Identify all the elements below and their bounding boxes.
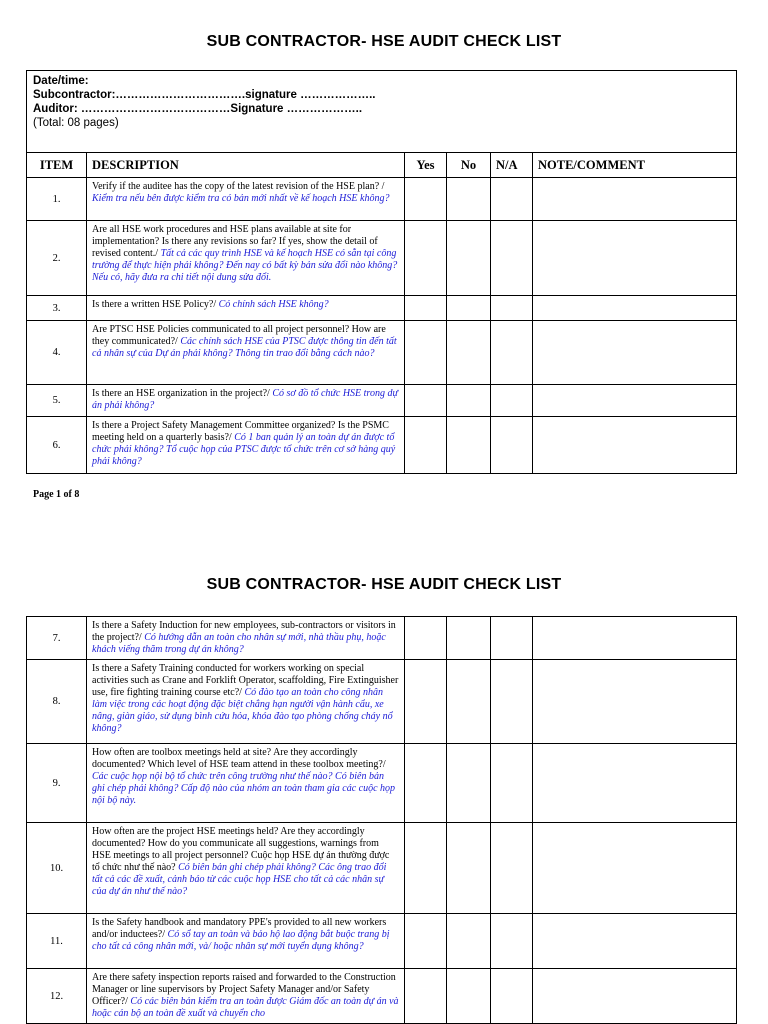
description-english: Are there safety inspection reports raised and forwarded to the Construction Manager or line supervisors by Project Safety Manager and/or Safety Officer?/	[92, 972, 396, 1007]
col-no-header: No	[447, 153, 491, 178]
na-cell[interactable]	[491, 914, 533, 969]
description-vietnamese: Có đào tạo an toàn cho công nhân làm việc trong các hoạt động đặc biệt chẳng hạn người vận hành cẩu, xe nâng, giàn giáo, sử dụng bình cứu hỏa, khóa đào tạo phòng chống cháy nổ không?	[92, 687, 393, 734]
no-cell[interactable]	[447, 385, 491, 417]
note-cell[interactable]	[533, 385, 737, 417]
na-cell[interactable]	[491, 178, 533, 221]
column-header-row	[27, 153, 737, 178]
checklist-row	[27, 823, 737, 914]
yes-cell[interactable]	[405, 417, 447, 474]
item-description	[87, 617, 405, 660]
description-vietnamese: Có 1 ban quản lý an toàn dự án được tổ chức phải không? Tổ cuộc họp của PTSC được tổ chức trên cơ sở hàng quý phải không?	[92, 432, 396, 467]
item-description	[87, 823, 405, 914]
auditor-signature-line: Auditor: …………………………………Signature ………………..	[33, 103, 363, 115]
note-cell[interactable]	[533, 417, 737, 474]
note-cell[interactable]	[533, 296, 737, 321]
no-cell[interactable]	[447, 744, 491, 823]
na-cell[interactable]	[491, 385, 533, 417]
description-english: How often are toolbox meetings held at site? Are they accordingly documented? Which level of HSE team attend in these toolbox meeting?/	[92, 747, 386, 770]
item-number: 11.	[27, 914, 87, 969]
description-vietnamese: Các chính sách HSE của PTSC được thông tin đến tất cả nhân sự của Dự án phải không? Thông tin trao đổi bằng cách nào?	[92, 336, 397, 359]
subcontractor-signature-line: Subcontractor:…………………………….signature ………………..	[33, 89, 376, 101]
description-english: Is there a written HSE Policy?/	[92, 299, 219, 310]
note-cell[interactable]	[533, 617, 737, 660]
no-cell[interactable]	[447, 969, 491, 1024]
description-english: Is there a Project Safety Management Committee organized? Is the PSMC meeting held on a quarterly basis?/	[92, 420, 389, 443]
col-yes-header: Yes	[405, 153, 447, 178]
yes-cell[interactable]	[405, 221, 447, 296]
no-cell[interactable]	[447, 178, 491, 221]
checklist-row	[27, 385, 737, 417]
col-item-header: ITEM	[27, 153, 87, 178]
item-number: 4.	[27, 321, 87, 385]
checklist-row	[27, 914, 737, 969]
note-cell[interactable]	[533, 969, 737, 1024]
description-vietnamese: Có biên bản ghi chép phải không? Các ông trao đổi tất cả các đề xuất, cảnh báo từ các cuộc họp HSE cho tất cả các nhân sự của dự án như thế nào?	[92, 862, 387, 897]
description-vietnamese: Có sơ đồ tổ chức HSE trong dự án phải không?	[92, 388, 398, 411]
na-cell[interactable]	[491, 969, 533, 1024]
description-english: Verify if the auditee has the copy of the latest revision of the HSE plan? /	[92, 181, 385, 192]
na-cell[interactable]	[491, 744, 533, 823]
item-description	[87, 178, 405, 221]
yes-cell[interactable]	[405, 617, 447, 660]
note-cell[interactable]	[533, 914, 737, 969]
item-description	[87, 417, 405, 474]
item-description	[87, 321, 405, 385]
na-cell[interactable]	[491, 660, 533, 744]
no-cell[interactable]	[447, 417, 491, 474]
na-cell[interactable]	[491, 823, 533, 914]
na-cell[interactable]	[491, 617, 533, 660]
description-english: Is there an HSE organization in the project?/	[92, 388, 273, 399]
description-english: Is there a Safety Training conducted for workers working on special activities such as Crane and Forklift Operator, scaffolding, Fire Extinguisher use, fire fighting training course etc?/	[92, 663, 399, 698]
total-pages-note: (Total: 08 pages)	[33, 117, 119, 129]
no-cell[interactable]	[447, 660, 491, 744]
checklist-row	[27, 660, 737, 744]
yes-cell[interactable]	[405, 969, 447, 1024]
item-number: 12.	[27, 969, 87, 1024]
col-description-header: DESCRIPTION	[87, 153, 405, 178]
item-description	[87, 385, 405, 417]
item-description	[87, 660, 405, 744]
datetime-label: Date/time:	[33, 75, 89, 87]
description-english: How often are the project HSE meetings held? Are they accordingly documented? How do you communicate all suggestions, warnings from HSE meetings to all project personnel? Cuộc họp HSE dự án thường được tổ chức như thế nào?	[92, 826, 390, 873]
note-cell[interactable]	[533, 321, 737, 385]
item-number: 6.	[27, 417, 87, 474]
audit-header-block	[27, 71, 737, 153]
item-description	[87, 296, 405, 321]
yes-cell[interactable]	[405, 660, 447, 744]
page-title: SUB CONTRACTOR- HSE AUDIT CHECK LIST	[206, 576, 562, 593]
description-vietnamese: Kiểm tra nếu bên được kiểm tra có bản mới nhất về kế hoạch HSE không?	[92, 193, 390, 204]
yes-cell[interactable]	[405, 178, 447, 221]
checklist-row	[27, 178, 737, 221]
yes-cell[interactable]	[405, 914, 447, 969]
item-number: 1.	[27, 178, 87, 221]
page-title: SUB CONTRACTOR- HSE AUDIT CHECK LIST	[206, 33, 562, 50]
description-vietnamese: Có sổ tay an toàn và bảo hộ lao động bắt buộc trang bị cho tất cả công nhân mới, và/ hoặc nhân sự mới tuyển dụng không?	[92, 929, 390, 952]
na-cell[interactable]	[491, 321, 533, 385]
yes-cell[interactable]	[405, 744, 447, 823]
checklist-row	[27, 617, 737, 660]
item-number: 5.	[27, 385, 87, 417]
checklist-row	[27, 321, 737, 385]
item-number: 10.	[27, 823, 87, 914]
checklist-row	[27, 417, 737, 474]
page-number: Page 1 of 8	[33, 489, 80, 500]
na-cell[interactable]	[491, 417, 533, 474]
note-cell[interactable]	[533, 660, 737, 744]
description-vietnamese: Các cuộc họp nội bộ tổ chức trên công trường như thế nào? Có biên bản ghi chép phải không? Cấp độ nào của nhóm an toàn tham gia các cuộc họp nội bộ này.	[92, 771, 396, 806]
note-cell[interactable]	[533, 744, 737, 823]
description-english: Is there a Safety Induction for new employees, sub-contractors or visitors in the project?/	[92, 620, 396, 643]
description-english: Are all HSE work procedures and HSE plans available at site for implementation? Is there any revisions so far? If yes, show the detail of revised content./	[92, 224, 378, 259]
checklist-row	[27, 744, 737, 823]
item-description	[87, 969, 405, 1024]
description-english: Are PTSC HSE Policies communicated to all project personnel? How are they communicated?/	[92, 324, 386, 347]
yes-cell[interactable]	[405, 385, 447, 417]
item-number: 2.	[27, 221, 87, 296]
description-vietnamese: Có các biên bản kiểm tra an toàn được Giám đốc an toàn dự án và hoặc cán bộ an toàn đề xuất và chuyển cho	[92, 996, 399, 1019]
audit-checklist-table	[26, 616, 737, 1024]
yes-cell[interactable]	[405, 823, 447, 914]
item-description	[87, 744, 405, 823]
no-cell[interactable]	[447, 221, 491, 296]
item-description	[87, 221, 405, 296]
item-description	[87, 914, 405, 969]
item-number: 7.	[27, 617, 87, 660]
no-cell[interactable]	[447, 296, 491, 321]
audit-checklist-table	[26, 70, 737, 474]
col-na-header: N/A	[491, 153, 533, 178]
description-vietnamese: Có hướng dẫn an toàn cho nhân sự mới, nhà thầu phụ, hoặc khách viếng thăm trong dự án không?	[92, 632, 386, 655]
checklist-row	[27, 221, 737, 296]
no-cell[interactable]	[447, 617, 491, 660]
yes-cell[interactable]	[405, 296, 447, 321]
no-cell[interactable]	[447, 914, 491, 969]
checklist-row	[27, 969, 737, 1024]
item-number: 9.	[27, 744, 87, 823]
checklist-row	[27, 296, 737, 321]
item-number: 3.	[27, 296, 87, 321]
na-cell[interactable]	[491, 221, 533, 296]
description-vietnamese: Tất cả các quy trình HSE và kế hoạch HSE có sẵn tại công trường để thực hiện phải không? Đến nay có bất kỳ bản sửa đổi nào không? Nếu có, hãy đưa ra chi tiết nội dung sửa đổi.	[92, 248, 398, 283]
note-cell[interactable]	[533, 823, 737, 914]
na-cell[interactable]	[491, 296, 533, 321]
description-vietnamese: Có chính sách HSE không?	[218, 299, 329, 310]
note-cell[interactable]	[533, 221, 737, 296]
no-cell[interactable]	[447, 823, 491, 914]
no-cell[interactable]	[447, 321, 491, 385]
description-english: Is the Safety handbook and mandatory PPE's provided to all new workers and/or inductees?/	[92, 917, 387, 940]
note-cell[interactable]	[533, 178, 737, 221]
col-note-header: NOTE/COMMENT	[533, 153, 737, 178]
item-number: 8.	[27, 660, 87, 744]
yes-cell[interactable]	[405, 321, 447, 385]
